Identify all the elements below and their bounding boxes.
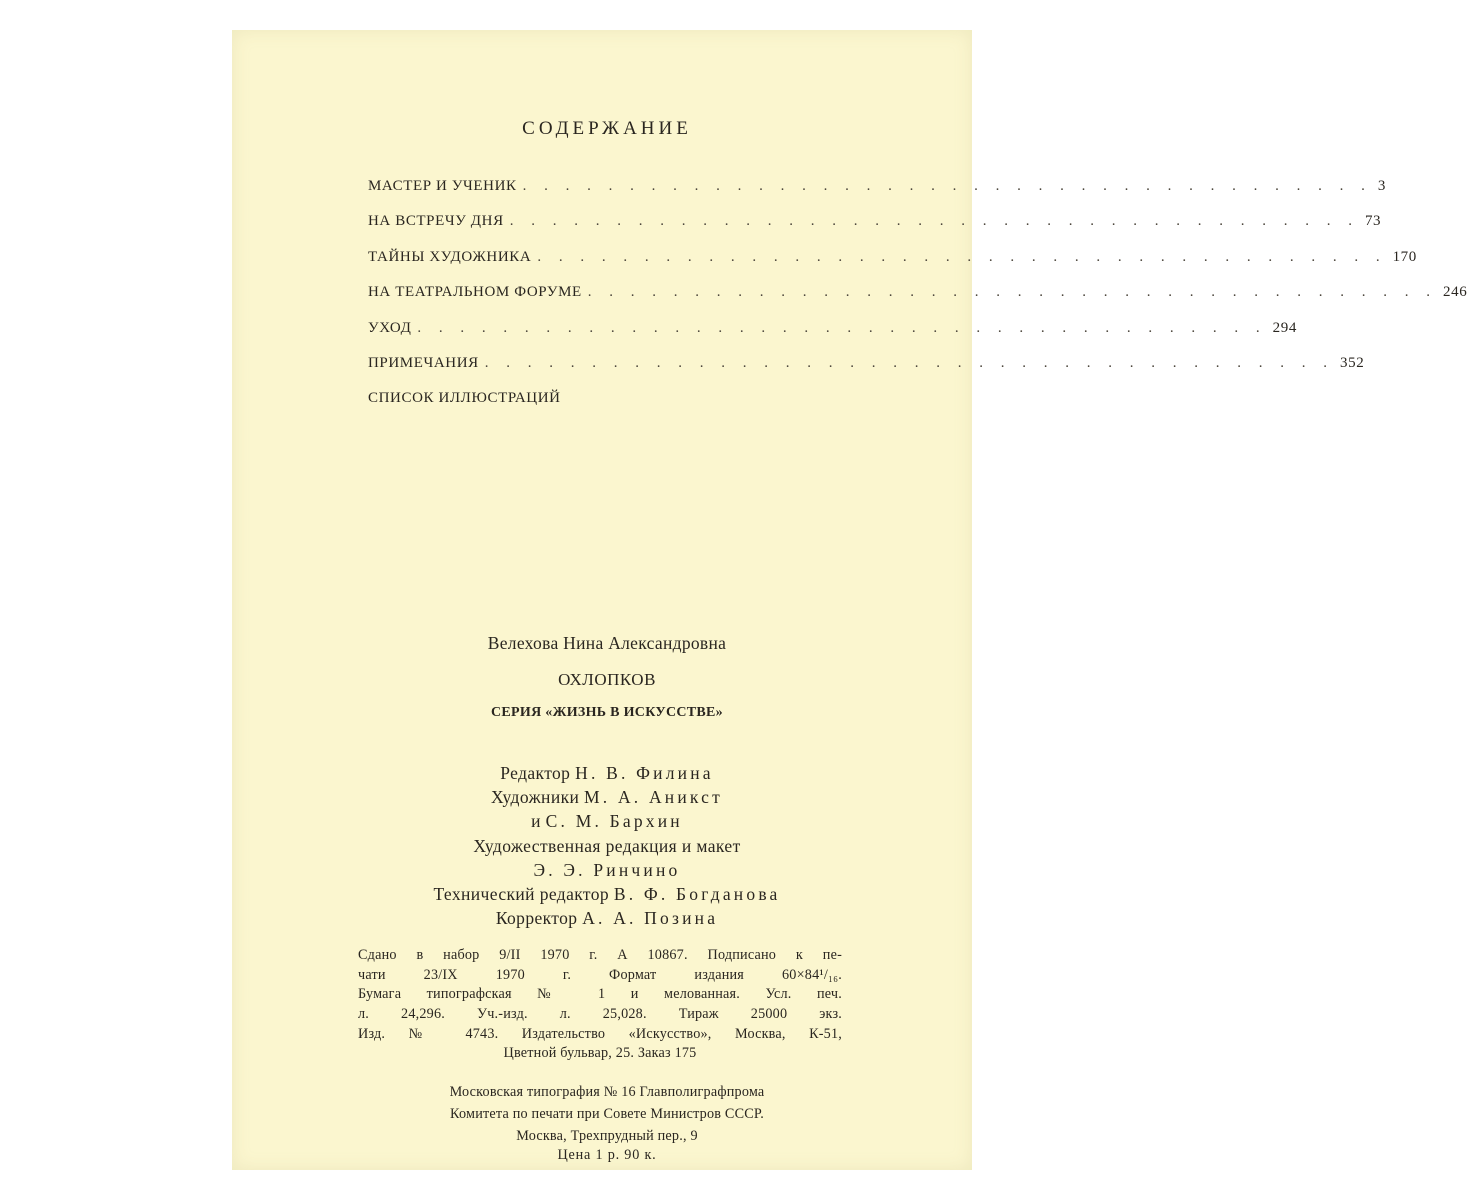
credit-role: Технический редактор: [433, 884, 610, 905]
press-line: Московская типография № 16 Главполиграфпрома: [449, 1084, 765, 1100]
credit-line: [232, 785, 982, 809]
credit-name: Н. В. Филина: [575, 763, 714, 783]
printing-line: Цветной бульвар, 25. Заказ 175: [503, 1045, 697, 1062]
credit-line: [232, 834, 982, 858]
credit-name: А. А. Позина: [582, 908, 719, 929]
toc-entry-page: 73: [1364, 213, 1382, 230]
credit-line: [232, 761, 982, 785]
credit-role: Редактор: [500, 763, 571, 783]
leader-dots: . . . . . . . . . . . . . . . . . . . . . . . . . . . . . . . . . . . . . . . .: [587, 284, 1438, 301]
credit-role: и: [531, 811, 541, 832]
toc-entry-label: МАСТЕР И УЧЕНИК: [368, 178, 517, 194]
toc-entry-page: 294: [1272, 319, 1297, 336]
leader-dots: . . . . . . . . . . . . . . . . . . . . . . . . . . . . . . . . . . . . . . . .: [417, 319, 1267, 336]
leader-dots: . . . . . . . . . . . . . . . . . . . . . . . . . . . . . . . . . . . . . . . .: [537, 248, 1387, 265]
book-page: [232, 30, 1467, 1170]
press-line: Москва, Трехпрудный пер., 9: [516, 1128, 698, 1144]
toc-entry-label: СПИСОК ИЛЛЮСТРАЦИЙ: [368, 390, 561, 407]
credit-line: [232, 906, 982, 930]
toc-entry-page: 352: [1340, 354, 1365, 371]
toc-entry-page: 170: [1392, 248, 1417, 265]
toc-entry: [368, 390, 850, 425]
credit-line: [232, 809, 982, 833]
toc-entry: [368, 213, 1382, 248]
toc-entry: [368, 284, 1467, 319]
printing-line: л. 24,296. Уч.-изд. л. 25,028. Тираж 25000 экз.: [358, 1006, 842, 1023]
toc-entry: [368, 354, 1365, 390]
printing-line: Изд. № 4743. Издательство «Искусство», Москва, К-51,: [358, 1025, 842, 1042]
toc-entry: [368, 248, 1417, 284]
credit-name: М. А. Аникст: [584, 787, 723, 808]
price: Цена 1 р. 90 к.: [557, 1147, 657, 1163]
toc-entry-label: ТАЙНЫ ХУДОЖНИКА: [368, 248, 532, 265]
series-name: СЕРИЯ «ЖИЗНЬ В ИСКУССТВЕ»: [491, 705, 723, 720]
table-of-contents: [368, 178, 1467, 426]
toc-entry-label: УХОД: [368, 319, 412, 336]
credit-role: Художники: [491, 787, 580, 808]
credit-line: [232, 858, 982, 882]
toc-entry-label: ПРИМЕЧАНИЯ: [368, 354, 479, 371]
book-title: ОХЛОПКОВ: [558, 670, 656, 689]
credits-block: [232, 761, 982, 930]
toc-entry: [368, 178, 1386, 213]
printing-line: Сдано в набор 9/II 1970 г. А 10867. Подписано к пе-: [358, 947, 842, 963]
credit-role: Художественная редакция и макет: [473, 835, 741, 856]
toc-entry-page: 246: [1443, 284, 1467, 301]
printing-line: Бумага типографская № 1 и мелованная. Усл. печ.: [358, 986, 842, 1003]
printing-line: чати 23/IX 1970 г. Формат издания 60×84¹/₁₆.: [358, 966, 842, 983]
author-name: Велехова Нина Александровна: [487, 633, 727, 653]
toc-entry-label: НА ТЕАТРАЛЬНОМ ФОРУМЕ: [368, 284, 582, 301]
toc-entry-label: НА ВСТРЕЧУ ДНЯ: [368, 213, 504, 230]
printing-details: [358, 946, 842, 1064]
leader-dots: . . . . . . . . . . . . . . . . . . . . . . . . . . . . . . . . . . . . . . . .: [484, 354, 1335, 371]
credit-line: [232, 882, 982, 906]
leader-dots: . . . . . . . . . . . . . . . . . . . . . . . . . . . . . . . . . . . . . . . .: [509, 213, 1359, 230]
toc-title: СОДЕРЖАНИЕ: [522, 118, 692, 139]
credit-name: Э. Э. Ринчино: [533, 859, 681, 880]
credit-name: В. Ф. Богданова: [613, 884, 781, 905]
leader-dots: . . . . . . . . . . . . . . . . . . . . . . . . . . . . . . . . . . . . . . . .: [522, 178, 1372, 194]
credit-role: Корректор: [495, 908, 578, 929]
toc-entry: [368, 319, 1297, 355]
credit-name: С. М. Бархин: [545, 811, 683, 832]
press-line: Комитета по печати при Совете Министров СССР.: [450, 1106, 764, 1122]
toc-entry-page: 3: [1377, 178, 1386, 194]
press-info: [232, 1081, 982, 1147]
